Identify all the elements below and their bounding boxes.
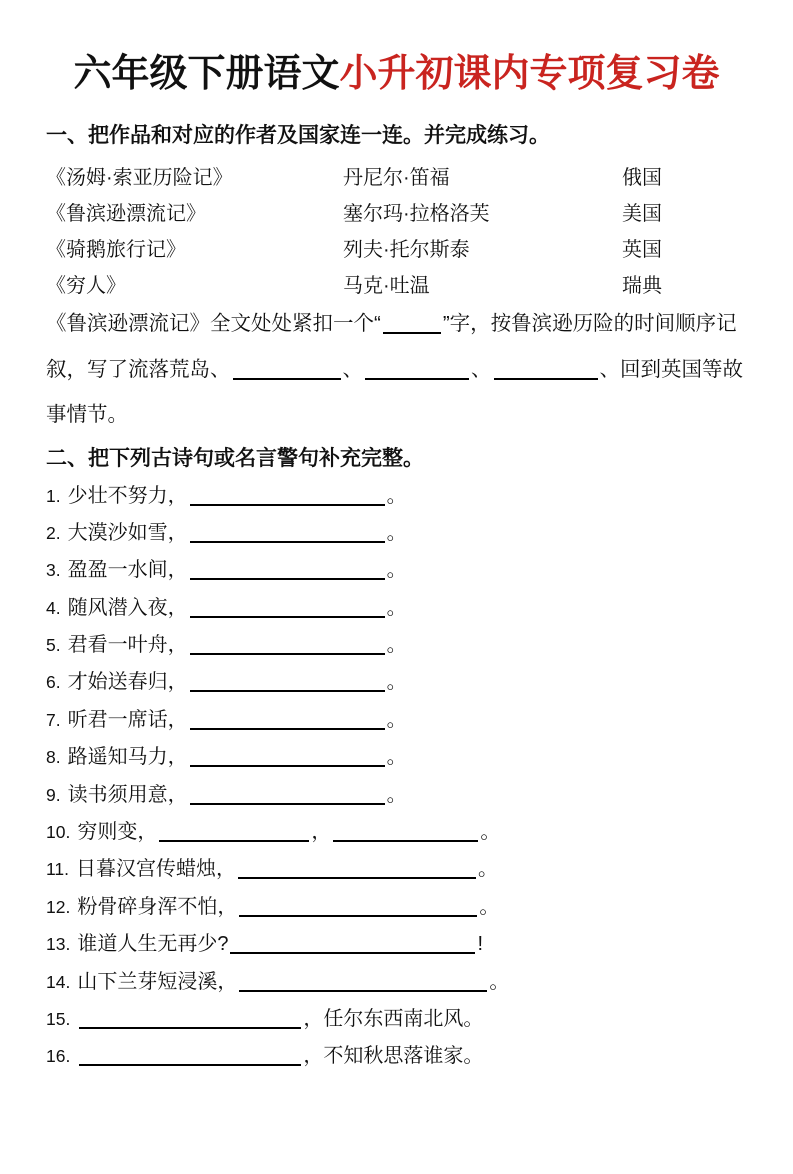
poem-item-number: 4.	[46, 597, 61, 618]
country-name: 美国	[622, 202, 662, 225]
country-name: 瑞典	[622, 274, 662, 297]
item-text: 少壮不努力，	[67, 484, 188, 507]
item-text: 。	[489, 970, 510, 993]
item-text: 穷则变，	[77, 821, 158, 844]
blank-line	[159, 839, 309, 842]
blank-line	[333, 839, 478, 842]
item-text: 大漠沙如雪，	[67, 521, 188, 544]
poem-item	[46, 702, 747, 739]
poem-list	[46, 478, 747, 1076]
poem-item	[46, 777, 747, 814]
blank-line	[230, 951, 475, 954]
poem-item	[46, 478, 747, 515]
item-text: 君看一叶舟，	[67, 634, 188, 657]
item-text: 谁道人生无再少?	[77, 933, 229, 956]
work-title: 《穷人》	[46, 274, 126, 297]
poem-item-number: 16.	[46, 1046, 71, 1067]
blank-line	[239, 914, 477, 917]
section-one-heading: 一、把作品和对应的作者及国家连一连。并完成练习。	[46, 124, 550, 147]
matching-row	[46, 265, 747, 301]
blank-line	[190, 577, 385, 580]
blank-line	[190, 727, 385, 730]
blank-line	[494, 377, 598, 380]
poem-item-number: 8.	[46, 747, 61, 768]
item-text: 。	[386, 484, 407, 507]
poem-item	[46, 889, 747, 926]
item-text: 。	[478, 858, 499, 881]
poem-item-number: 12.	[46, 896, 71, 917]
item-text: ，	[311, 821, 332, 844]
blank-line	[79, 1063, 301, 1066]
item-text: 。	[479, 895, 500, 918]
item-text: 。	[386, 746, 407, 769]
item-text: 日暮汉宫传蜡烛，	[76, 858, 237, 881]
author-name: 塞尔玛·拉格洛芙	[343, 202, 490, 225]
blank-line	[190, 764, 385, 767]
item-text: ，不知秋思落谁家。	[303, 1045, 484, 1068]
poem-item	[46, 627, 747, 664]
matching-row	[46, 157, 747, 193]
blank-line	[190, 503, 385, 506]
item-text: 粉骨碎身浑不怕，	[77, 895, 238, 918]
poem-item	[46, 814, 747, 851]
item-text: 山下兰芽短浸溪，	[77, 970, 238, 993]
item-text: ”字，按鲁滨逊历险的时间顺序记叙，写了流落荒岛、	[46, 312, 737, 381]
poem-item	[46, 926, 747, 963]
blank-line	[383, 331, 441, 334]
blank-line	[190, 615, 385, 618]
matching-table	[46, 157, 747, 301]
poem-item	[46, 964, 747, 1001]
blank-line	[239, 989, 487, 992]
item-text: 。	[386, 559, 407, 582]
item-text: 盈盈一水间，	[67, 559, 188, 582]
item-text: 听君一席话，	[67, 708, 188, 731]
item-text: !	[477, 933, 484, 956]
poem-item	[46, 590, 747, 627]
blank-line	[233, 377, 341, 380]
matching-row	[46, 193, 747, 229]
item-text: 路遥知马力，	[67, 746, 188, 769]
work-title: 《鲁滨逊漂流记》	[46, 202, 206, 225]
blank-line	[190, 802, 385, 805]
fill-in-paragraph	[46, 301, 752, 438]
item-text: 读书须用意，	[67, 783, 188, 806]
blank-line	[190, 652, 385, 655]
item-text: 。	[386, 634, 407, 657]
poem-item-number: 5.	[46, 635, 61, 656]
poem-item-number: 1.	[46, 485, 61, 506]
item-text: ，任尔东西南北风。	[303, 1007, 484, 1030]
blank-line	[365, 377, 469, 380]
poem-item	[46, 1001, 747, 1038]
author-name: 丹尼尔·笛福	[343, 166, 450, 189]
page-title-black: 六年级下册语文	[73, 53, 340, 95]
item-text: 随风潜入夜，	[67, 596, 188, 619]
country-name: 俄国	[622, 166, 662, 189]
country-name: 英国	[622, 238, 662, 261]
poem-item	[46, 1038, 747, 1075]
poem-item-number: 13.	[46, 934, 71, 955]
author-name: 马克·吐温	[343, 274, 430, 297]
poem-item	[46, 851, 747, 888]
poem-item	[46, 552, 747, 589]
work-title: 《汤姆·索亚历险记》	[46, 166, 233, 189]
work-title: 《骑鹅旅行记》	[46, 238, 186, 261]
author-name: 列夫·托尔斯泰	[343, 238, 470, 261]
blank-line	[79, 1026, 301, 1029]
item-text: 、回到英国等故事情节。	[46, 357, 743, 426]
worksheet-page	[0, 52, 793, 1076]
blank-line	[190, 689, 385, 692]
item-text: 《鲁滨逊漂流记》全文处处紧扣一个“	[46, 312, 381, 335]
poem-item-number: 14.	[46, 971, 71, 992]
poem-item-number: 6.	[46, 672, 61, 693]
item-text: 。	[386, 708, 407, 731]
blank-line	[238, 876, 476, 879]
poem-item-number: 10.	[46, 822, 71, 843]
item-text: 、	[342, 357, 363, 381]
section-two-heading: 二、把下列古诗句或名言警句补充完整。	[46, 446, 424, 470]
blank-line	[190, 540, 385, 543]
poem-item-number: 2.	[46, 522, 61, 543]
matching-row	[46, 229, 747, 265]
item-text: 。	[480, 821, 501, 844]
page-title	[46, 52, 747, 96]
item-text: 。	[386, 596, 407, 619]
item-text: 。	[386, 521, 407, 544]
poem-item-number: 11.	[46, 859, 70, 880]
item-text: 。	[386, 671, 407, 694]
page-title-red: 小升初课内专项复习卷	[339, 53, 720, 95]
poem-item-number: 7.	[46, 709, 61, 730]
item-text: 、	[471, 357, 492, 381]
poem-item	[46, 664, 747, 701]
item-text: 。	[386, 783, 407, 806]
poem-item-number: 3.	[46, 560, 61, 581]
poem-item	[46, 515, 747, 552]
poem-item-number: 9.	[46, 784, 61, 805]
item-text: 才始送春归，	[67, 671, 188, 694]
poem-item-number: 15.	[46, 1008, 71, 1029]
poem-item	[46, 739, 747, 776]
